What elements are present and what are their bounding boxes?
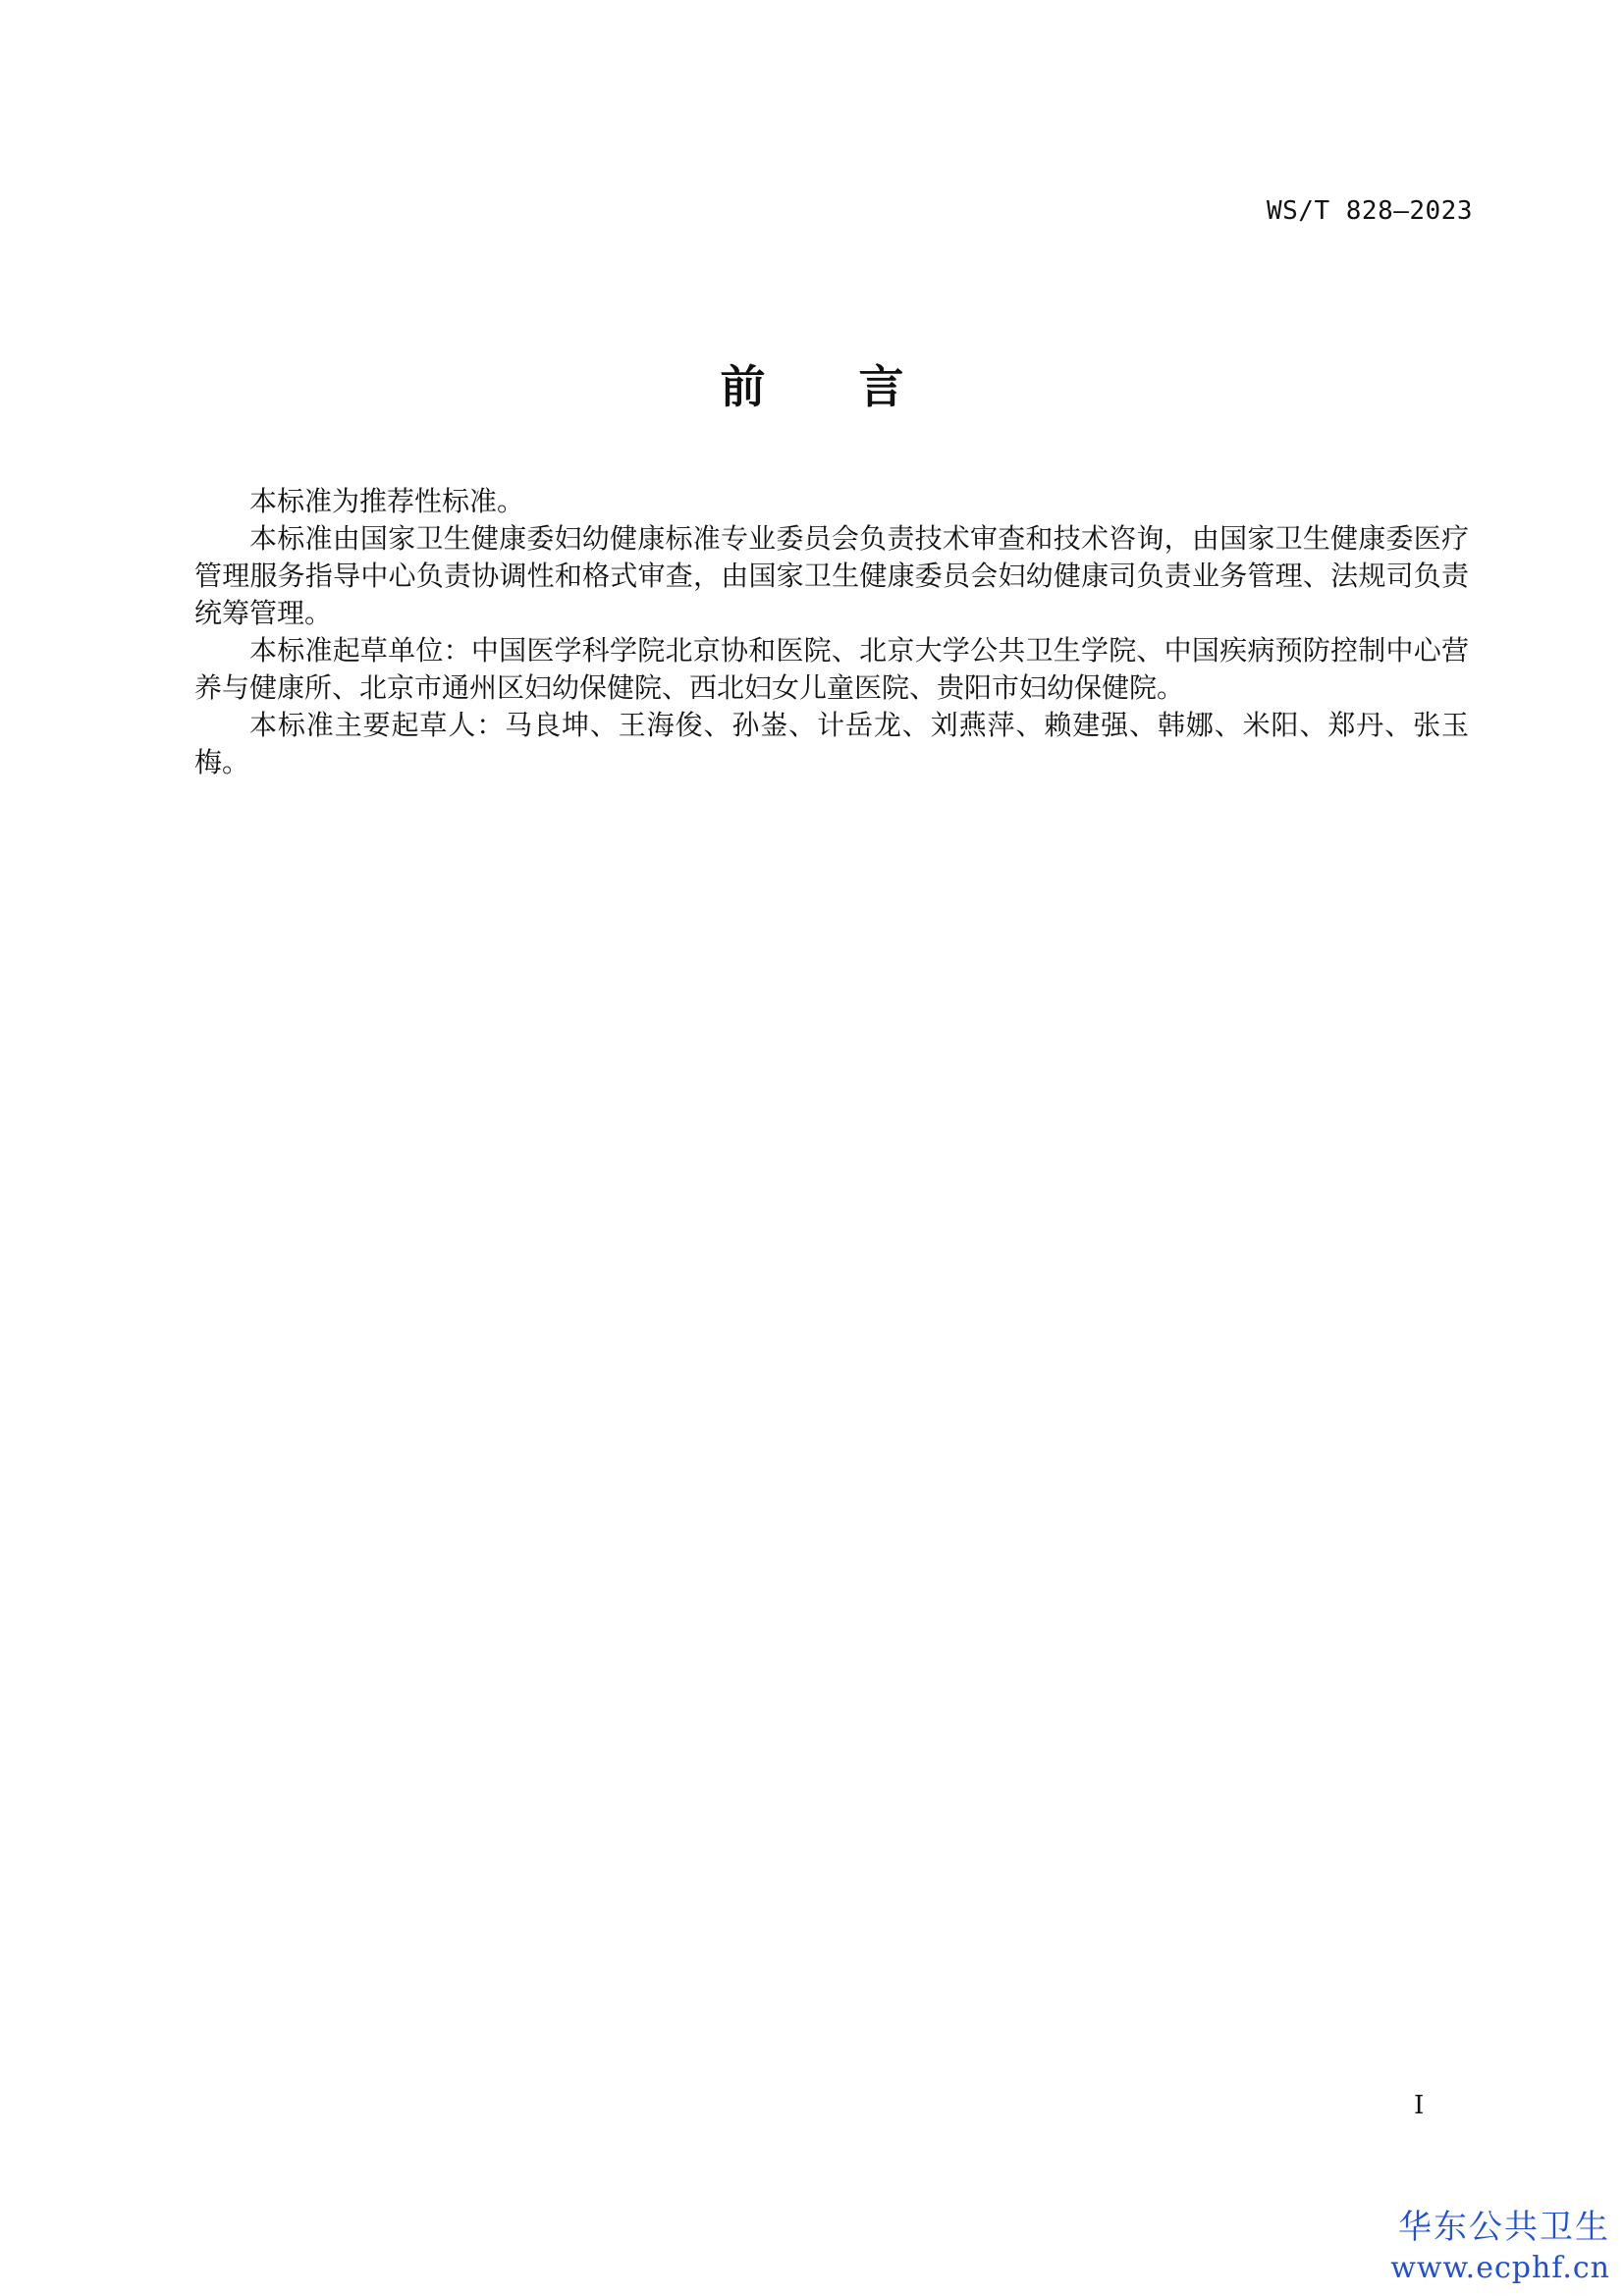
- standard-code: WS/T 828—2023: [1267, 196, 1473, 226]
- page-number: I: [1414, 2091, 1425, 2120]
- foreword-body: [194, 483, 1469, 781]
- paragraph-recommended-standard: 本标准为推荐性标准。: [249, 485, 525, 517]
- watermark-url: www.ecphf.cn: [1390, 2251, 1610, 2285]
- paragraph-drafting-units: 本标准起草单位：中国医学科学院北京协和医院、北京大学公共卫生学院、中国疾病预防控制中心营养与健康所、北京市通州区妇幼保健院、西北妇女儿童医院、贵阳市妇幼保健院。: [194, 634, 1469, 704]
- page-title: 前言: [720, 360, 998, 413]
- watermark-name: 华东公共卫生: [1398, 2208, 1610, 2247]
- watermark: [1390, 2206, 1610, 2288]
- paragraph-review-management: 本标准由国家卫生健康委妇幼健康标准专业委员会负责技术审查和技术咨询，由国家卫生健康委医疗管理服务指导中心负责协调性和格式审查，由国家卫生健康委员会妇幼健康司负责业务管理、法规司负责统筹管理。: [194, 522, 1469, 629]
- paragraph-drafters: 本标准主要起草人：马良坤、王海俊、孙崟、计岳龙、刘燕萍、赖建强、韩娜、米阳、郑丹、张玉梅。: [194, 709, 1469, 778]
